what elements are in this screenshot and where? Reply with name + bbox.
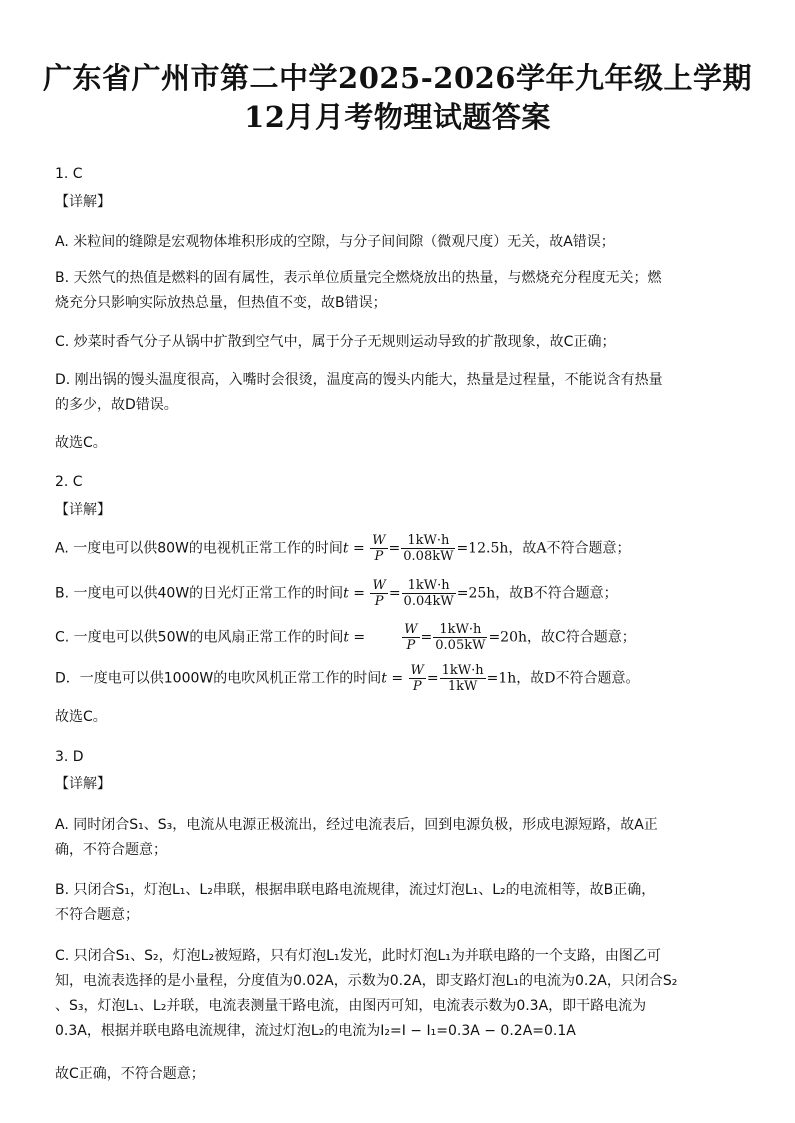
q1-option-b-line2: 烧充分只影响实际放热总量，但热值不变，故B错误；: [55, 295, 387, 311]
q1-option-b-line1: B. 天然气的热值是燃料的固有属性，表示单位质量完全燃烧放出的热量，与燃烧充分程度无关；燃: [55, 270, 662, 286]
q1-detail-label: 【详解】: [55, 194, 111, 210]
q2-d-result: =1h，故D不符合题意。: [486, 670, 640, 687]
document-title-line1: 广东省广州市第二中学2025-2026学年九年级上学期: [43, 61, 752, 95]
q2-b-value-fraction: $\frac{1kW\cdot h}{0.04kW}$: [403, 578, 454, 609]
q1-option-d-line2: 的多少，故D错误。: [55, 397, 178, 413]
q2-a-lhs: t =: [342, 540, 365, 557]
q2-d-text: D．一度电可以供1000W的电吹风机正常工作的时间: [55, 670, 382, 687]
q2-a-text: A. 一度电可以供80W的电视机正常工作的时间: [55, 540, 343, 557]
q3-option-a-line1: A. 同时闭合S₁、S₃，电流从电源正极流出，经过电流表后，回到电源负极，形成电源短路，故A正: [55, 817, 658, 833]
q3-option-c-line4: 0.3A，根据并联电路电流规律，流过灯泡L₂的电流为I₂=I − I₁=0.3A − 0.2A=0.1A: [55, 1023, 576, 1039]
q2-a-formula-fraction: $\frac{W}{P}$: [372, 533, 386, 564]
q2-option-a: A. 一度电可以供80W的电视机正常工作的时间t = $\frac{W}{P}$ = $\frac{1kW\cdot h}{0.08kW}$ =12.5h，故A不符合题意；: [55, 533, 631, 564]
q3-conclusion: 故C正确，不符合题意；: [55, 1066, 205, 1082]
q2-conclusion: 故选C。: [55, 709, 107, 725]
q2-detail-label: 【详解】: [55, 502, 111, 518]
q2-d-formula-fraction: $\frac{W}{P}$: [410, 663, 424, 694]
q2-c-text: C. 一度电可以供50W的电风扇正常工作的时间: [55, 629, 344, 646]
q1-conclusion: 故选C。: [55, 435, 107, 451]
document-title-line2: 12月月考物理试题答案: [244, 100, 551, 134]
q1-option-d-line1: D. 刚出锅的馒头温度很高，入嘴时会很烫，温度高的馒头内能大，热量是过程量，不能说含有热量: [55, 372, 663, 388]
q2-option-d: D．一度电可以供1000W的电吹风机正常工作的时间t = $\frac{W}{P}$ = $\frac{1kW\cdot h}{1kW}$ =1h，故D不符合题意。: [55, 663, 640, 694]
q2-c-value-fraction: $\frac{1kW\cdot h}{0.05kW}$: [435, 622, 486, 653]
q1-answer: 1. C: [55, 166, 83, 182]
q3-detail-label: 【详解】: [55, 776, 111, 792]
q2-d-value-fraction: $\frac{1kW\cdot h}{1kW}$: [441, 663, 484, 694]
q2-c-lhs: t =: [343, 629, 366, 646]
q2-b-result: =25h，故B不符合题意；: [456, 585, 618, 602]
q2-a-result: =12.5h，故A不符合题意；: [456, 540, 631, 557]
q3-option-c-line1: C. 只闭合S₁、S₂，灯泡L₂被短路，只有灯泡L₁发光，此时灯泡L₁为并联电路的一个支路，由图乙可: [55, 948, 661, 964]
q3-option-b-line1: B. 只闭合S₁，灯泡L₁、L₂串联，根据串联电路电流规律，流过灯泡L₁、L₂的电流相等，故B正确，: [55, 882, 656, 898]
q2-option-b: B. 一度电可以供40W的日光灯正常工作的时间t = $\frac{W}{P}$ = $\frac{1kW\cdot h}{0.04kW}$ =25h，故B不符合题意；: [55, 578, 618, 609]
q3-option-a-line2: 确，不符合题意；: [55, 842, 167, 858]
q3-option-c-line3: 、S₃，灯泡L₁、L₂并联，电流表测量干路电流，由图丙可知，电流表示数为0.3A，即干路电流为: [55, 998, 647, 1014]
q1-option-a: A. 米粒间的缝隙是宏观物体堆积形成的空隙，与分子间间隙（微观尺度）无关，故A错误；: [55, 234, 615, 250]
q3-option-c-line2: 知，电流表选择的是小量程，分度值为0.02A，示数为0.2A，即支路灯泡L₁的电流为0.2A，只闭合S₂: [55, 973, 678, 989]
q2-c-formula-fraction: $\frac{W}{P}$: [404, 622, 418, 653]
q2-answer: 2. C: [55, 474, 83, 490]
q2-d-lhs: t =: [381, 670, 404, 687]
q2-b-text: B. 一度电可以供40W的日光灯正常工作的时间: [55, 585, 344, 602]
q1-option-c: C. 炒菜时香气分子从锅中扩散到空气中，属于分子无规则运动导致的扩散现象，故C正确；: [55, 334, 616, 350]
q2-a-value-fraction: $\frac{1kW\cdot h}{0.08kW}$: [403, 533, 454, 564]
q2-c-result: =20h，故C符合题意；: [488, 629, 636, 646]
q3-option-b-line2: 不符合题意；: [55, 907, 139, 923]
q2-option-c: C. 一度电可以供50W的电风扇正常工作的时间t = $\frac{W}{P}$ = $\frac{1kW\cdot h}{0.05kW}$ =20h，故C符合题意；: [55, 622, 636, 653]
q3-answer: 3. D: [55, 749, 84, 765]
q2-b-lhs: t =: [343, 585, 365, 602]
q2-b-formula-fraction: $\frac{W}{P}$: [372, 578, 386, 609]
